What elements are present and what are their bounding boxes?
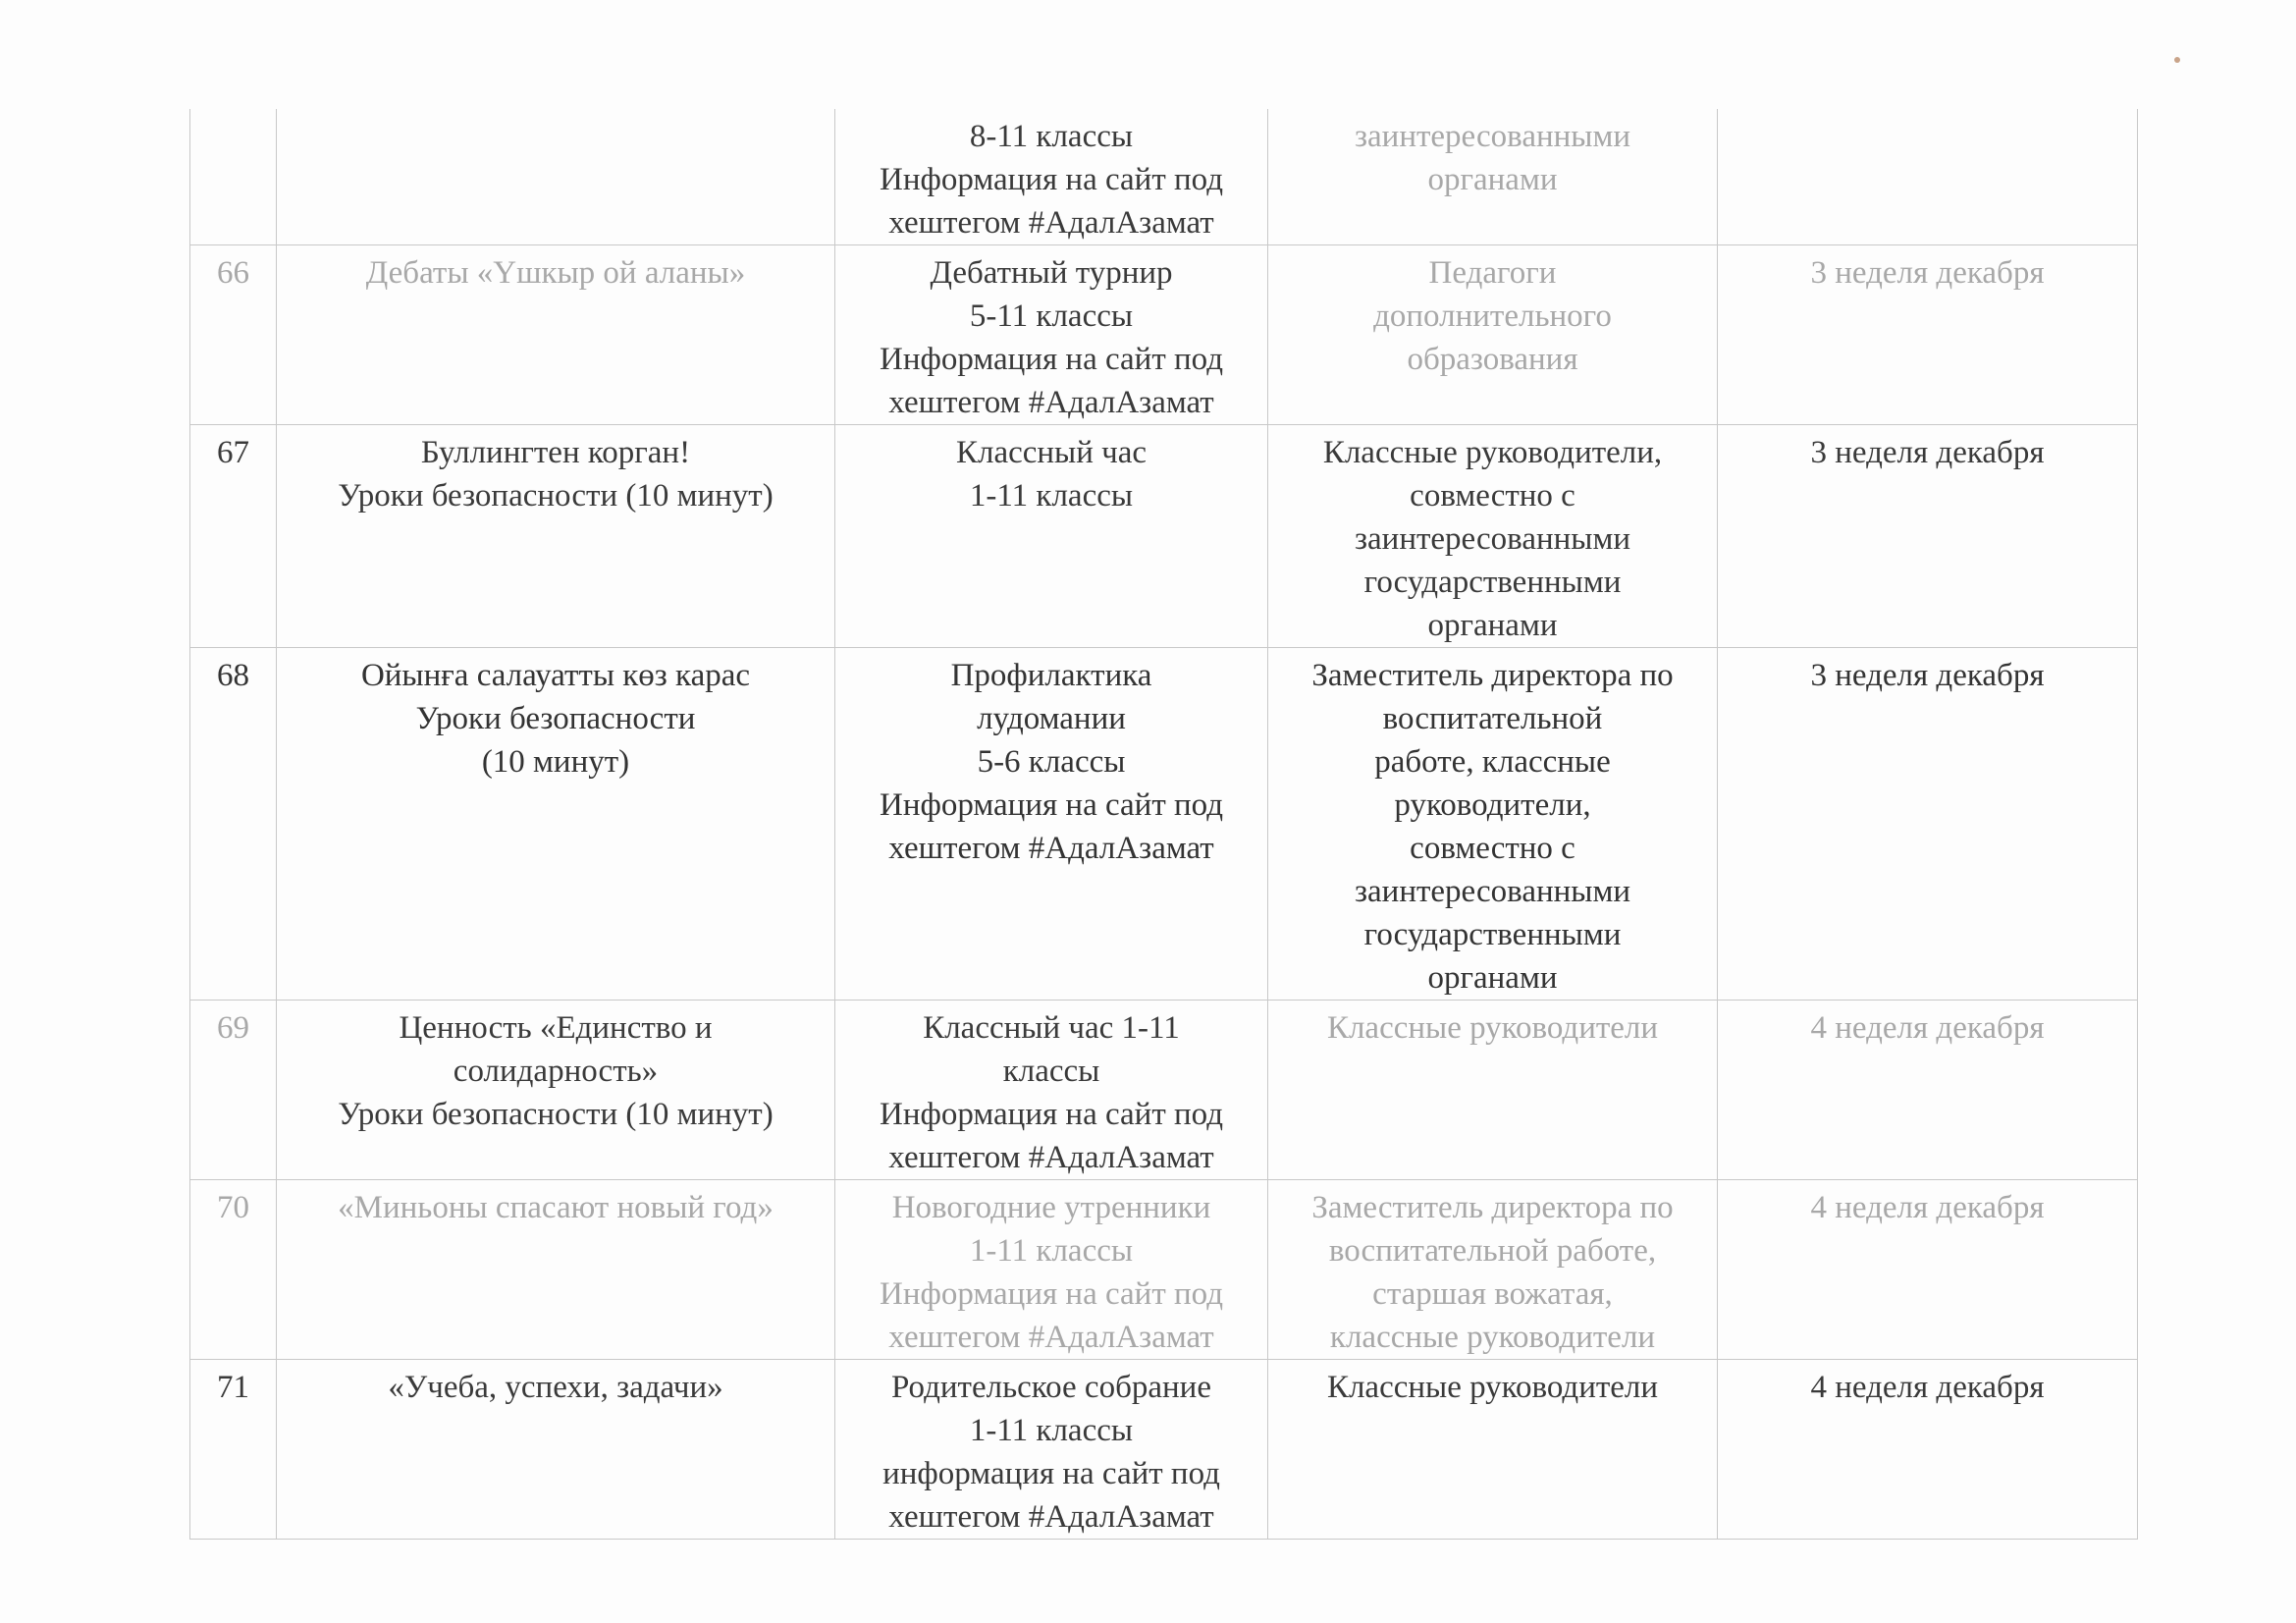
event-responsible: Классные руководители <box>1268 1001 1718 1180</box>
event-time: 3 неделя декабря <box>1718 245 2138 425</box>
event-form: Новогодние утренники 1-11 классы Информация на сайт под хештегом #АдалАзамат <box>835 1180 1268 1360</box>
row-number: 71 <box>190 1360 277 1540</box>
event-form: Классный час 1-11 классы <box>835 425 1268 648</box>
event-form: Дебатный турнир 5-11 классы Информация на сайт под хештегом #АдалАзамат <box>835 245 1268 425</box>
table-row <box>190 425 2138 648</box>
event-time: 4 неделя декабря <box>1718 1001 2138 1180</box>
event-name: Ойынға салауатты көз карас Уроки безопасности (10 минут) <box>277 648 835 1001</box>
event-form: Классный час 1-11 классы Информация на сайт под хештегом #АдалАзамат <box>835 1001 1268 1180</box>
event-responsible: Заместитель директора по воспитательной работе, старшая вожатая, классные руководители <box>1268 1180 1718 1360</box>
event-form: Родительское собрание 1-11 классы информация на сайт под хештегом #АдалАзамат <box>835 1360 1268 1540</box>
event-name <box>277 109 835 245</box>
row-number: 69 <box>190 1001 277 1180</box>
event-name: Дебаты «Үшкыр ой аланы» <box>277 245 835 425</box>
event-name: «Миньоны спасают новый год» <box>277 1180 835 1360</box>
event-responsible: Классные руководители <box>1268 1360 1718 1540</box>
event-name: «Учеба, успехи, задачи» <box>277 1360 835 1540</box>
event-name: Буллингтен корган! Уроки безопасности (10 минут) <box>277 425 835 648</box>
events-table <box>189 109 2138 1540</box>
row-number: 66 <box>190 245 277 425</box>
event-name: Ценность «Единство и солидарность» Уроки безопасности (10 минут) <box>277 1001 835 1180</box>
table-row <box>190 648 2138 1001</box>
event-responsible: Заместитель директора по воспитательной работе, классные руководители, совместно с заинтересованными государственными органами <box>1268 648 1718 1001</box>
table-row <box>190 109 2138 245</box>
table-row <box>190 1180 2138 1360</box>
table-row <box>190 1360 2138 1540</box>
event-time: 3 неделя декабря <box>1718 425 2138 648</box>
table-row <box>190 245 2138 425</box>
event-time <box>1718 109 2138 245</box>
row-number: 70 <box>190 1180 277 1360</box>
event-time: 3 неделя декабря <box>1718 648 2138 1001</box>
event-responsible: Классные руководители, совместно с заинтересованными государственными органами <box>1268 425 1718 648</box>
table-row <box>190 1001 2138 1180</box>
scan-speck <box>2174 57 2180 63</box>
row-number <box>190 109 277 245</box>
event-form: Профилактика лудомании 5-6 классы Информация на сайт под хештегом #АдалАзамат <box>835 648 1268 1001</box>
row-number: 68 <box>190 648 277 1001</box>
event-form: 8-11 классы Информация на сайт под хештегом #АдалАзамат <box>835 109 1268 245</box>
event-time: 4 неделя декабря <box>1718 1180 2138 1360</box>
event-responsible: заинтересованными органами <box>1268 109 1718 245</box>
event-responsible: Педагоги дополнительного образования <box>1268 245 1718 425</box>
row-number: 67 <box>190 425 277 648</box>
event-time: 4 неделя декабря <box>1718 1360 2138 1540</box>
